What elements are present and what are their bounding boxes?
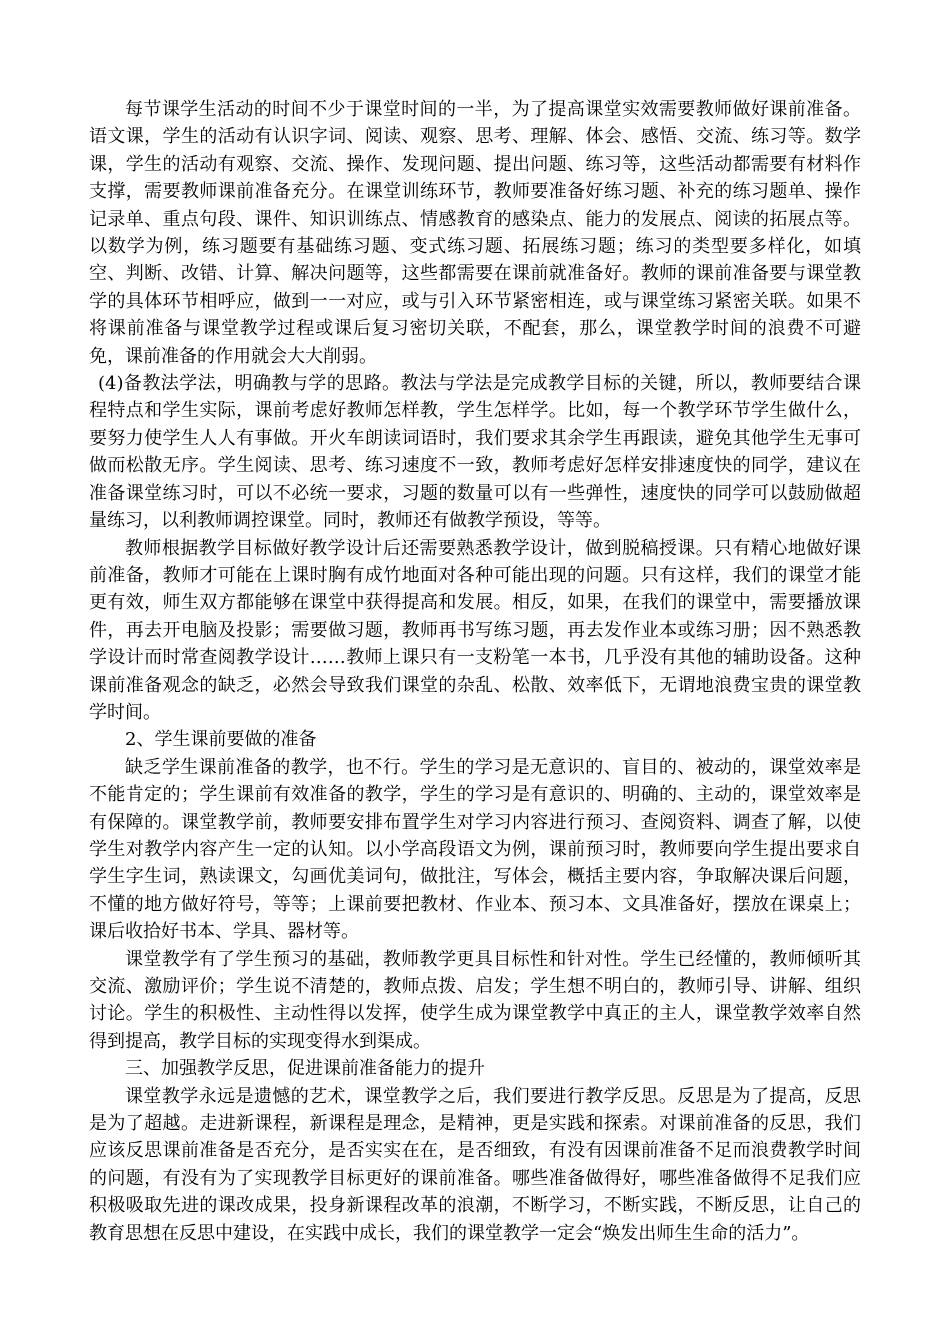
paragraph-class-activity-time: 每节课学生活动的时间不少于课堂时间的一半，为了提高课堂实效需要教师做好课前准备。语文课，学生的活动有认识字词、阅读、观察、思考、理解、体会、感悟、交流、练习等。数学课，学生的活动有观察、交流、操作、发现问题、提出问题、练习等，这些活动都需要有材料作支撑，需要教师课前准备充分。在课堂训练环节，教师要准备好练习题、补充的练习题单、操作记录单、重点句段、课件、知识训练点、情感教育的感染点、能力的发展点、阅读的拓展点等。以数学为例，练习题要有基础练习题、变式练习题、拓展练习题；练习的类型要多样化，如填空、判断、改错、计算、解决问题等，这些都需要在课前就准备好。教师的课前准备要与课堂教学的具体环节相呼应，做到一一对应，或与引入环节紧密相连，或与课堂练习紧密关联。如果不将课前准备与课堂教学过程或课后复习密切关联，不配套，那么，课堂教学时间的浪费不可避免，课前准备的作用就会大大削弱。 xyxy=(89,99,861,367)
section-heading-teaching-reflection: 三、加强教学反思，促进课前准备能力的提升 xyxy=(125,1058,485,1080)
paragraph-student-preparation: 缺乏学生课前准备的教学，也不行。学生的学习是无意识的、盲目的、被动的，课堂效率是不能肯定的；学生课前有效准备的教学，学生的学习是有意识的、明确的、主动的，课堂效率是有保障的。课堂教学前，教师要安排布置学生对学习内容进行预习、查阅资料、调查了解，以使学生对教学内容产生一定的认知。以小学高段语文为例，课前预习时，教师要向学生提出要求自学生字生词，熟读课文，勾画优美词句，做批注，写体会，概括主要内容，争取解决课后问题，不懂的地方做好符号，等等；上课前要把教材、作业本、预习本、文具准备好，摆放在课桌上；课后收拾好书本、学具、器材等。 xyxy=(89,756,861,943)
paragraph-teaching-reflection: 课堂教学永远是遗憾的艺术，课堂教学之后，我们要进行教学反思。反思是为了提高，反思是为了超越。走进新课程，新课程是理念，是精神，更是实践和探索。对课前准备的反思，我们应该反思课前准备是否充分，是否实实在在，是否细致，有没有因课前准备不足而浪费教学时间的问题，有没有为了实现教学目标更好的课前准备。哪些准备做得好，哪些准备做得不足我们应积极吸取先进的课改成果，投身新课程改革的浪潮，不断学习，不断实践，不断反思，让自己的教育思想在反思中建设，在实践中成长，我们的课堂教学一定会“焕发出师生生命的活力”。 xyxy=(89,1085,861,1244)
section-heading-student-preparation: 2、学生课前要做的准备 xyxy=(125,729,317,751)
paragraph-preview-basis: 课堂教学有了学生预习的基础，教师教学更具目标性和针对性。学生已经懂的，教师倾听其交流、激励评价；学生说不清楚的，教师点拨、启发；学生想不明白的，教师引导、讲解、组织讨论。学生的积极性、主动性得以发挥，使学生成为课堂教学中真正的主人，课堂教学效率自然得到提高，教学目标的实现变得水到渠成。 xyxy=(89,948,861,1052)
paragraph-teaching-methods: (4)备教法学法，明确教与学的思路。教法与学法是完成教学目标的关键，所以，教师要结合课程特点和学生实际，课前考虑好教师怎样教，学生怎样学。比如，每一个教学环节学生做什么，要努力使学生人人有事做。开火车朗读词语时，我们要求其余学生再跟读，避免其他学生无事可做而松散无序。学生阅读、思考、练习速度不一致，教师考虑好怎样安排速度快的同学，建议在准备课堂练习时，可以不必统一要求，习题的数量可以有一些弹性，速度快的同学可以鼓励做超量练习，以利教师调控课堂。同时，教师还有做教学预设，等等。 xyxy=(89,373,861,532)
document-body xyxy=(89,96,861,1247)
paragraph-familiar-design: 教师根据教学目标做好教学设计后还需要熟悉教学设计，做到脱稿授课。只有精心地做好课前准备，教师才可能在上课时胸有成竹地面对各种可能出现的问题。只有这样，我们的课堂才能更有效，师生双方都能够在课堂中获得提高和发展。相反，如果，在我们的课堂中，需要播放课件，再去开电脑及投影；需要做习题，教师再书写练习题，再去发作业本或练习册；因不熟悉教学设计而时常查阅教学设计……教师上课只有一支粉笔一本书，几乎没有其他的辅助设备。这种课前准备观念的缺乏，必然会导致我们课堂的杂乱、松散、效率低下，无谓地浪费宝贵的课堂教学时间。 xyxy=(89,537,861,723)
